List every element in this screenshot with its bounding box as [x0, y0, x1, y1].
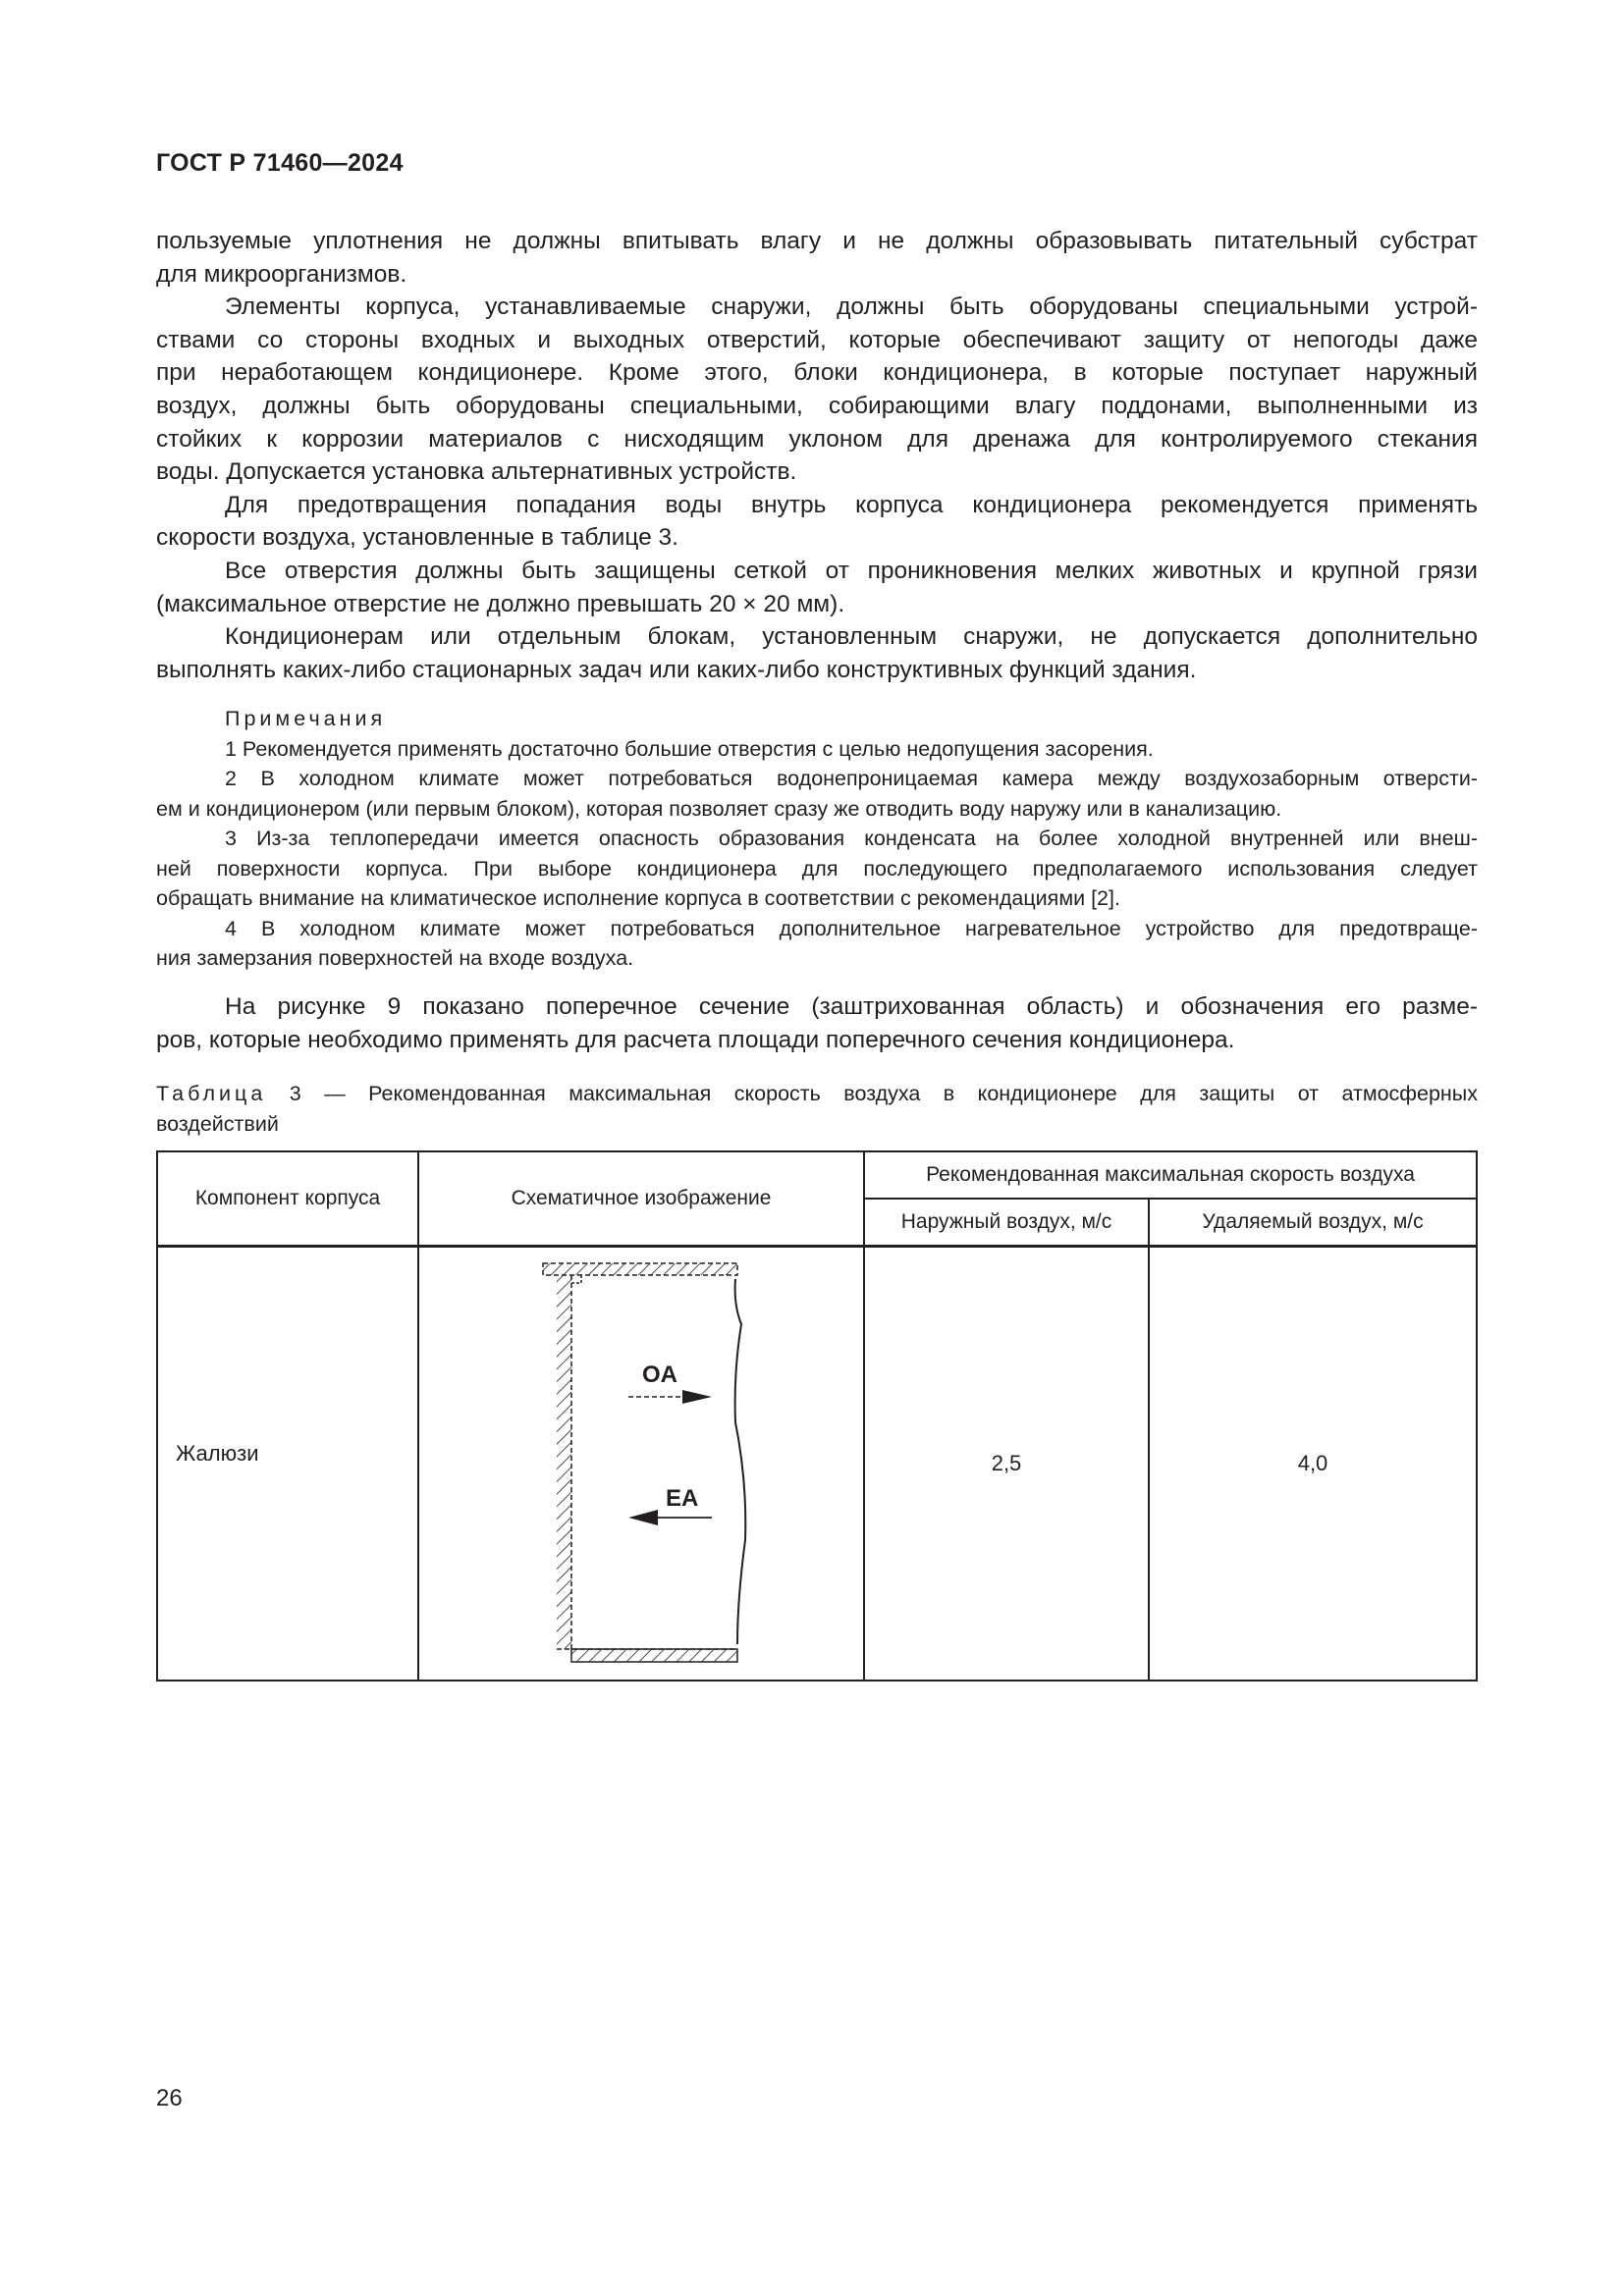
- note-line: обращать внимание на климатическое исполнение корпуса в соответствии с рекомендациями [2].: [156, 886, 1120, 910]
- table-caption-label: Таблица: [156, 1082, 267, 1105]
- table-caption-text: 3 — Рекомендованная максимальная скорость воздуха в кондиционере для защиты от атмосферных: [266, 1082, 1478, 1105]
- paragraph-line: Все отверстия должны быть защищены сеткой от проникновения мелких животных и крупной грязи: [225, 557, 1478, 584]
- paragraph-line: ров, которые необходимо применять для расчета площади поперечного сечения кондиционера.: [156, 1026, 1235, 1053]
- paragraph-line: ствами со стороны входных и выходных отверстий, которые обеспечивают защиту от непогоды даже: [156, 326, 1478, 353]
- paragraph-line: выполнять каких-либо стационарных задач или каких-либо конструктивных функций здания.: [156, 656, 1197, 683]
- arrow-right-icon: [682, 1390, 712, 1404]
- page-number: 26: [156, 2085, 183, 2111]
- paragraph-line: стойких к коррозии материалов с нисходящим уклоном для дренажа для контролируемого стекания: [156, 425, 1478, 453]
- left-hatch: [557, 1275, 571, 1649]
- arrow-left-icon: [628, 1510, 658, 1525]
- header-max-speed: Рекомендованная максимальная скорость воздуха: [864, 1151, 1477, 1199]
- notes-title: Примечания: [225, 707, 387, 730]
- table-caption-line2: воздействий: [156, 1111, 279, 1136]
- paragraph-line: воды. Допускается установка альтернативных устройств.: [156, 458, 797, 486]
- paragraph-line: Кондиционерам или отдельным блокам, установленным снаружи, не допускается дополнительно: [225, 623, 1478, 651]
- note-line: ния замерзания поверхностей на входе воздуха.: [156, 946, 634, 970]
- break-line: [735, 1279, 746, 1644]
- header-component: Компонент корпуса: [157, 1151, 418, 1246]
- cell-schematic: [418, 1246, 864, 1681]
- notes-section: [156, 704, 1478, 974]
- paragraph-line: Для предотвращения попадания воды внутрь корпуса кондиционера рекомендуется применять: [225, 491, 1478, 518]
- paragraph-line: воздух, должны быть оборудованы специальными, собирающими влагу поддонами, выполненными из: [156, 392, 1478, 419]
- cell-component: Жалюзи: [157, 1246, 418, 1681]
- note-line: 3 Из-за теплопередачи имеется опасность образования конденсата на более холодной внутренней или внеш-: [225, 827, 1478, 850]
- paragraph-line: при неработающем кондиционере. Кроме этого, блоки кондиционера, в которые поступает наружный: [156, 359, 1478, 387]
- note-line: ем и кондиционером (или первым блоком), которая позволяет сразу же отводить воду наружу или в канализацию.: [156, 796, 1282, 821]
- bottom-hatch: [571, 1649, 737, 1662]
- header-exhaust: Удаляемый воздух, м/с: [1149, 1199, 1477, 1246]
- header-schematic: Схематичное изображение: [418, 1151, 864, 1246]
- label-ea: EA: [666, 1484, 699, 1512]
- paragraph-line: для микроорганизмов.: [156, 260, 407, 288]
- cell-exhaust: 4,0: [1149, 1246, 1477, 1681]
- louver-diagram: [419, 1248, 863, 1680]
- cell-outdoor: 2,5: [864, 1246, 1149, 1681]
- figure-paragraph: [156, 990, 1478, 1056]
- table-caption: [156, 1079, 1478, 1139]
- paragraph-line: (максимальное отверстие не должно превышать 20 × 20 мм).: [156, 590, 845, 617]
- body-text: [156, 225, 1478, 686]
- note-line: 4 В холодном климате может потребоваться дополнительное нагревательное устройство для предотвраще-: [225, 916, 1478, 940]
- paragraph-line: На рисунке 9 показано поперечное сечение (заштрихованная область) и обозначения его разме-: [225, 993, 1478, 1020]
- top-hatch: [543, 1263, 737, 1275]
- note-line: 1 Рекомендуется применять достаточно большие отверстия с целью недопущения засорения.: [225, 736, 1154, 761]
- table-row: [157, 1246, 1477, 1681]
- paragraph-line: скорости воздуха, установленные в таблице 3.: [156, 524, 678, 552]
- note-line: 2 В холодном климате может потребоваться водонепроницаемая камера между воздухозаборным отверсти-: [225, 767, 1478, 790]
- header-outdoor: Наружный воздух, м/с: [864, 1199, 1149, 1246]
- paragraph-line: Элементы корпуса, устанавливаемые снаружи, должны быть оборудованы специальными устрой-: [225, 294, 1478, 321]
- paragraph-line: пользуемые уплотнения не должны впитывать влагу и не должны образовывать питательный субстрат: [156, 228, 1478, 254]
- note-line: ней поверхности корпуса. При выборе кондиционера для последующего предполагаемого использования следует: [156, 856, 1478, 881]
- speed-table: [156, 1150, 1478, 1682]
- label-oa: OA: [642, 1361, 677, 1388]
- document-header: ГОСТ Р 71460—2024: [156, 149, 404, 177]
